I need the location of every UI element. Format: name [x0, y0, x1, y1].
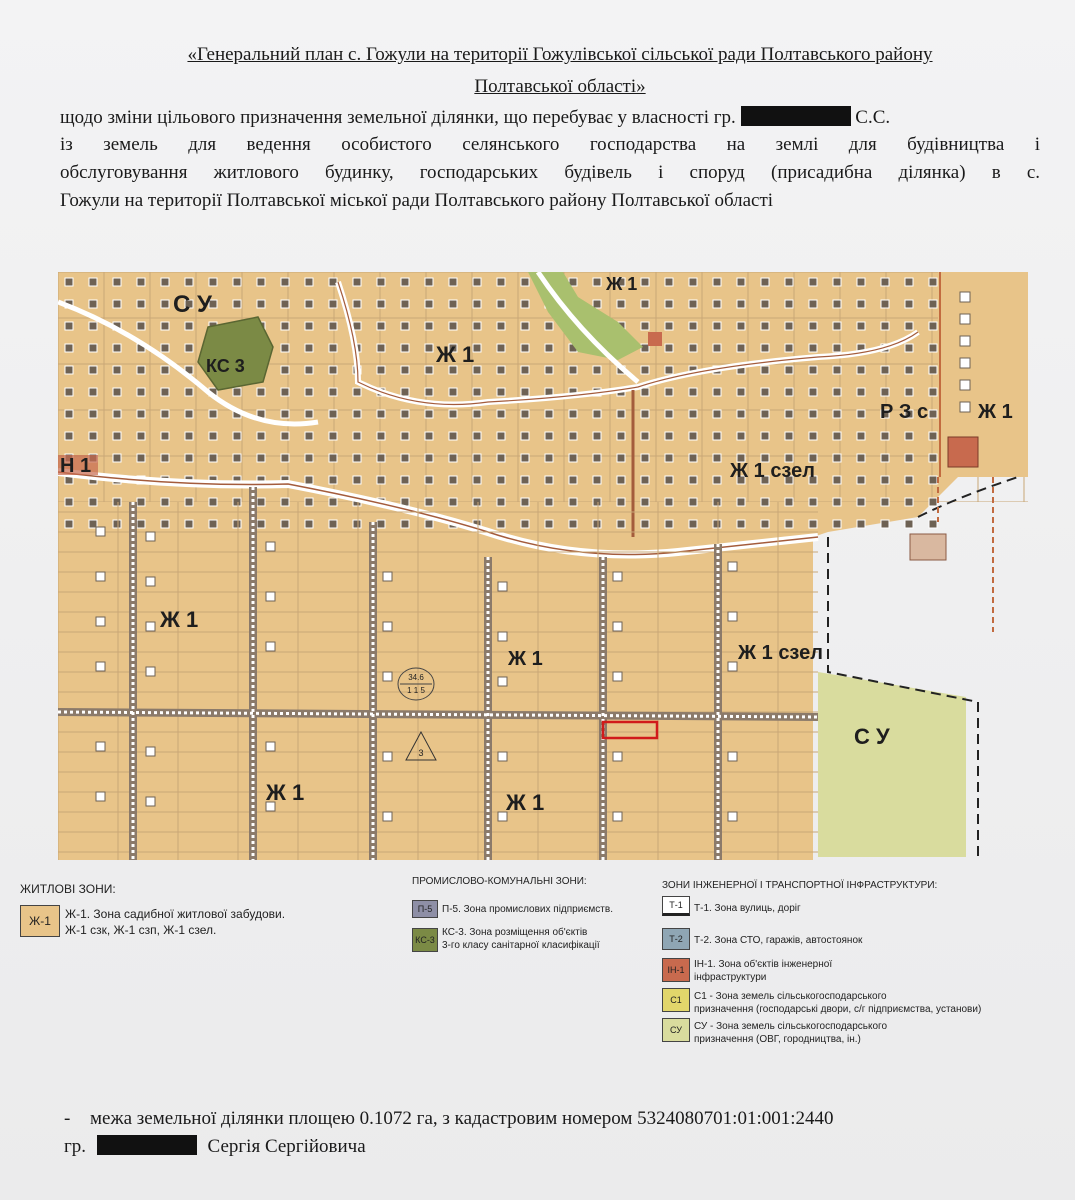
- redaction-block: [97, 1135, 197, 1155]
- footer-owner-prefix: гр.: [64, 1136, 87, 1157]
- legend-in1-swatch: ІН-1: [662, 958, 690, 982]
- body-line-3: обслуговування житлового будинку, господарських будівель і споруд (присадибна ділянка) в с.: [60, 162, 1040, 183]
- footer-dash: -: [64, 1108, 71, 1129]
- zoning-map: [58, 272, 1028, 860]
- body-line-2: із земель для ведення особистого селянського господарства на землі для будівництва і: [60, 134, 1040, 155]
- legend-ks3-swatch: КС-3: [412, 928, 438, 952]
- body-line1-text: щодо зміни цільового призначення земельної ділянки, що перебуває у власності гр.: [60, 107, 736, 128]
- parcel-label-top: 34.6: [408, 673, 424, 682]
- label-su-top: С У: [173, 291, 212, 318]
- structure-marker: [948, 437, 978, 467]
- legend-c1-swatch: С1: [662, 988, 690, 1012]
- footer-owner-name: Сергія Сергійовича: [207, 1136, 366, 1157]
- legend-t2-swatch: Т-2: [662, 928, 690, 950]
- structure-marker: [648, 332, 662, 346]
- label-zh1-bottom-center: Ж 1: [506, 790, 545, 815]
- body-line-4: Гожули на території Полтавської міської ради Полтавського району Полтавської області: [60, 190, 774, 211]
- redaction-block: [741, 106, 851, 126]
- footer-owner-line: [64, 1135, 366, 1158]
- legend-ks3-line1: КС-3. Зона розміщення об'єктів: [442, 927, 588, 938]
- legend-p5-swatch: П-5: [412, 900, 438, 918]
- parcel-label-bottom: 1 1 5: [407, 686, 425, 695]
- plan-title-line1: «Генеральний план с. Гожули на території Гожулівської сільської ради Полтавського району: [187, 44, 933, 65]
- legend-in1-line1: ІН-1. Зона об'єктів інженерної: [694, 959, 833, 970]
- legend-in1-text: [694, 958, 832, 984]
- legend-infra-heading: ЗОНИ ІНЖЕНЕРНОЇ І ТРАНСПОРТНОЇ ІНФРАСТРУКТУРИ:: [662, 880, 938, 891]
- legend-p5-text: П-5. Зона промислових підприємств.: [442, 904, 613, 915]
- label-zh1-top-center: Ж 1: [436, 342, 475, 367]
- legend-ks3-line2: 3-го класу санітарної класифікації: [442, 940, 600, 951]
- triangle-marker-label: 3: [418, 748, 424, 758]
- legend-t2-text: Т-2. Зона СТО, гаражів, автостоянок: [694, 935, 863, 946]
- legend-zh1-text: [65, 906, 285, 938]
- legend-ks3-text: [442, 926, 600, 952]
- lower-lots-grid: [58, 502, 818, 860]
- label-zh1-left: Ж 1: [160, 607, 199, 632]
- body-line1-initials: С.С.: [855, 107, 891, 128]
- legend-c1-line2: призначення (господарські двори, с/г підприємства, установи): [694, 1004, 982, 1015]
- label-p3c: Р З с: [880, 401, 929, 423]
- legend-c1-text: [694, 990, 981, 1016]
- legend-t1-text: Т-1. Зона вулиць, доріг: [694, 903, 801, 914]
- su-zone-right: [818, 672, 966, 857]
- label-zh1-top: Ж 1: [606, 274, 638, 294]
- label-zh1-szel-right: Ж 1 сзел: [738, 642, 823, 664]
- legend-industrial-heading: ПРОМИСЛОВО-КОМУНАЛЬНІ ЗОНИ:: [412, 876, 587, 887]
- label-n1: Н 1: [60, 455, 92, 477]
- legend-su-swatch: СУ: [662, 1018, 690, 1042]
- legend-zh1-line1: Ж-1. Зона садибної житлової забудови.: [65, 907, 286, 921]
- legend-in1-line2: інфраструктури: [694, 972, 767, 983]
- label-zh1-right: Ж 1: [978, 401, 1013, 423]
- legend-residential-heading: ЖИТЛОВІ ЗОНИ:: [20, 882, 116, 896]
- plan-title-line2: Полтавської області»: [474, 76, 646, 97]
- structure-marker: [910, 534, 946, 560]
- legend-su-line1: СУ - Зона земель сільськогосподарського: [694, 1021, 888, 1032]
- footer-parcel-description: межа земельної ділянки площею 0.1072 га, з кадастровим номером 5324080701:01:001:2440: [90, 1108, 834, 1129]
- legend-zh1-swatch: Ж-1: [20, 905, 60, 937]
- legend-su-text: [694, 1020, 887, 1046]
- legend-su-line2: призначення (ОВГ, городництва, ін.): [694, 1034, 861, 1045]
- legend-zh1-line2: Ж-1 сзк, Ж-1 сзп, Ж-1 сзел.: [65, 923, 217, 937]
- legend-c1-line1: С1 - Зона земель сільськогосподарського: [694, 991, 887, 1002]
- legend-t1-swatch: Т-1: [662, 896, 690, 916]
- label-ks3: КС 3: [206, 356, 245, 376]
- label-zh1-bottom-left: Ж 1: [266, 780, 305, 805]
- label-zh1-center: Ж 1: [508, 648, 543, 670]
- label-su-right: С У: [854, 724, 890, 749]
- body-line-1: [60, 106, 1040, 129]
- label-zh1-szel-mid: Ж 1 сзел: [730, 460, 815, 482]
